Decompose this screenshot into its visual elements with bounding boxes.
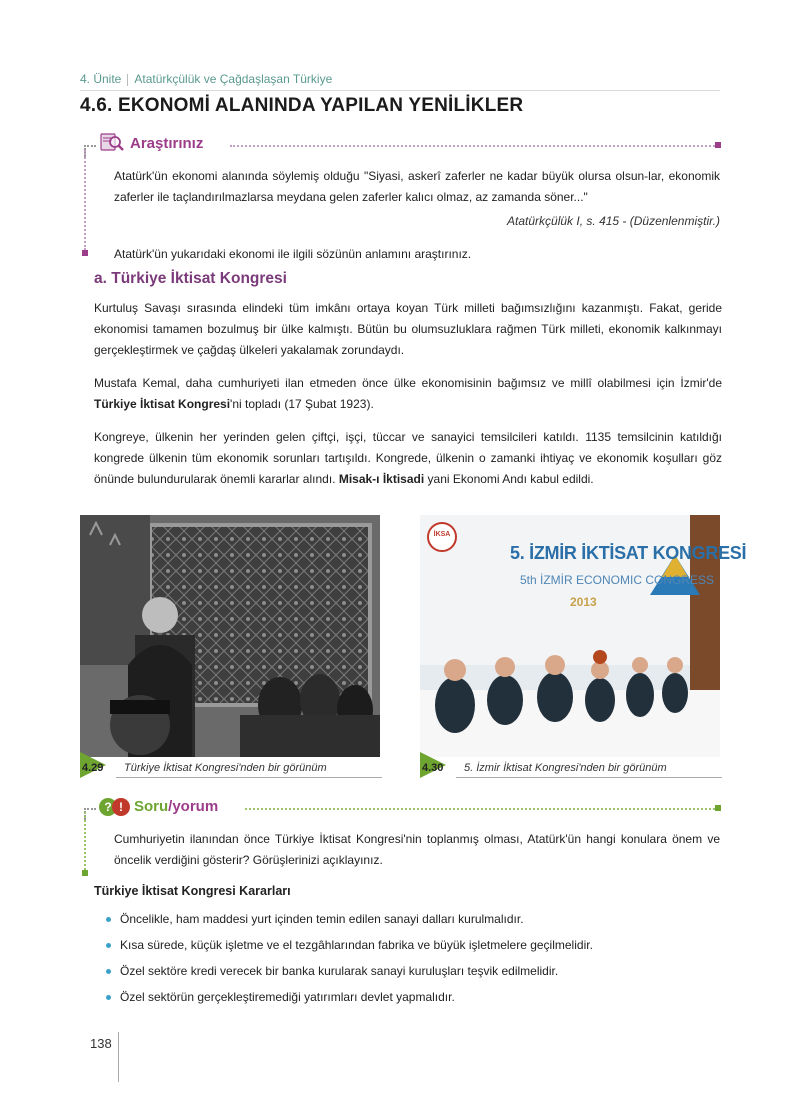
page-number: 138 xyxy=(90,1036,112,1051)
svg-text:!: ! xyxy=(119,800,123,814)
page-number-bar xyxy=(118,1032,119,1082)
list-item: Özel sektöre kredi verecek bir banka kurularak sanayi kuruluşları teşvik edilmelidir. xyxy=(106,958,726,984)
magnifier-icon xyxy=(100,131,124,155)
arastiriniz-title: Araştırınız xyxy=(130,135,204,152)
box-side-marker xyxy=(82,250,88,256)
list-item: Özel sektörün gerçekleştiremediği yatırımları devlet yapmalıdır. xyxy=(106,984,726,1010)
box-side-dots xyxy=(84,812,86,870)
p3-text-a: Kongreye, ülkenin her yerinden gelen çiftçi, işçi, tüccar ve sanayici temsilcileri katıldı. 1135 temsilcinin katıldığı kongrede ülkenin tüm ekonomik sorunları tartışıldı. Kongrede, ülkenin o zamanki ihtiyaç ve ekonomik koşulları göz önünde bulundurularak önemli kararlar alındı. xyxy=(94,430,722,486)
quote-source: Atatürkçülük I, s. 415 - (Düzenlenmiştir.) xyxy=(507,214,720,228)
soru-yorum-header xyxy=(80,798,725,820)
dotted-rule xyxy=(230,145,715,147)
figure-number: 4.30 xyxy=(422,762,444,774)
unit-number: 4. Ünite xyxy=(80,72,122,86)
soru-yorum-title xyxy=(134,798,218,815)
box-side-dots xyxy=(84,150,86,250)
figure-caption-text: 5. İzmir İktisat Kongresi'nden bir görünüm xyxy=(464,762,667,774)
banner-title: 5. İZMİR İKTİSAT KONGRESİ xyxy=(510,543,747,563)
arastiriniz-quote: Atatürk'ün ekonomi alanında söylemiş olduğu "Siyasi, askerî zaferler ne kadar büyük olursa olsun-lar, ekonomik zaferler ile taçlandırılmazlarsa meydana gelen zaferler kalıcı olmaz, az zamanda söner..." xyxy=(114,169,720,204)
dotted-rule xyxy=(245,808,715,810)
list-item: Kısa sürede, küçük işletme ve el tezgâhlarından fabrika ve büyük işletmelere geçilmelidir. xyxy=(106,932,726,958)
p3-bold: Misak-ı İktisadi xyxy=(338,472,425,486)
caption-underline xyxy=(116,777,382,778)
end-marker xyxy=(715,142,721,148)
decisions-list xyxy=(106,906,726,1010)
box-side-marker xyxy=(82,870,88,876)
svg-text:?: ? xyxy=(104,800,112,814)
historic-photo-art xyxy=(80,515,380,757)
arastiriniz-header xyxy=(80,135,725,157)
photo-izmir-congress xyxy=(420,515,747,757)
arastiriniz-task: Atatürk'ün yukarıdaki ekonomi ile ilgili sözünün anlamını araştırınız. xyxy=(114,247,472,261)
banner-subtitle: 5th İZMİR ECONOMIC CONGRESS xyxy=(520,573,715,587)
unit-header xyxy=(80,72,332,86)
photo-historic-congress xyxy=(80,515,380,757)
p2-bold: Türkiye İktisat Kongresi xyxy=(94,397,231,411)
end-marker xyxy=(715,805,721,811)
figure-4-30-caption xyxy=(420,760,722,778)
question-answer-icon xyxy=(98,796,130,818)
caption-underline xyxy=(456,777,722,778)
figure-4-29-caption xyxy=(80,760,382,778)
banner-year: 2013 xyxy=(570,595,597,609)
unit-title: Atatürkçülük ve Çağdaşlaşan Türkiye xyxy=(134,72,333,86)
soru-yorum-text: Cumhuriyetin ilanından önce Türkiye İktisat Kongresi'nin toplanmış olması, Atatürk'ün hangi konulara önem ve öncelik verdiğini gösterir? Görüşlerinizi açıklayınız. xyxy=(114,832,720,867)
paragraph-2 xyxy=(94,373,722,415)
paragraph-1: Kurtuluş Savaşı sırasında elindeki tüm imkânı ortaya koyan Türk milleti bağımsızlığını kazanmıştı. Fakat, geride ekonomisi tamamen bozulmuş bir ülke kalmıştı. Bütün bu olumsuzluklara rağmen Türk milleti, ekonomik kalkınmayı gerçekleştirmek ve çağdaş ülkeleri yakalamak zorundaydı. xyxy=(94,301,722,357)
soru-title-a: Soru xyxy=(134,798,169,815)
soru-title-b: /yorum xyxy=(168,798,219,815)
header-rule xyxy=(80,90,720,91)
iksa-logo: İKSA xyxy=(433,531,451,538)
unit-separator xyxy=(127,74,128,86)
p2-text-c: 'ni topladı (17 Şubat 1923). xyxy=(230,397,374,411)
p2-text-a: Mustafa Kemal, daha cumhuriyeti ilan etmeden önce ülke ekonomisinin bağımsız ve millî olabilmesi için İzmir'de xyxy=(94,376,722,390)
subsection-title: a. Türkiye İktisat Kongresi xyxy=(94,270,287,287)
list-item: Öncelikle, ham maddesi yurt içinden temin edilen sanayi dalları kurulmalıdır. xyxy=(106,906,726,932)
paragraph-3 xyxy=(94,427,722,490)
decisions-title: Türkiye İktisat Kongresi Kararları xyxy=(94,884,291,898)
figure-caption-text: Türkiye İktisat Kongresi'nden bir görünüm xyxy=(124,762,327,774)
p3-text-c: yani Ekonomi Andı kabul edildi. xyxy=(424,472,594,486)
section-title: 4.6. EKONOMİ ALANINDA YAPILAN YENİLİKLER xyxy=(80,95,524,116)
figure-number: 4.29 xyxy=(82,762,104,774)
